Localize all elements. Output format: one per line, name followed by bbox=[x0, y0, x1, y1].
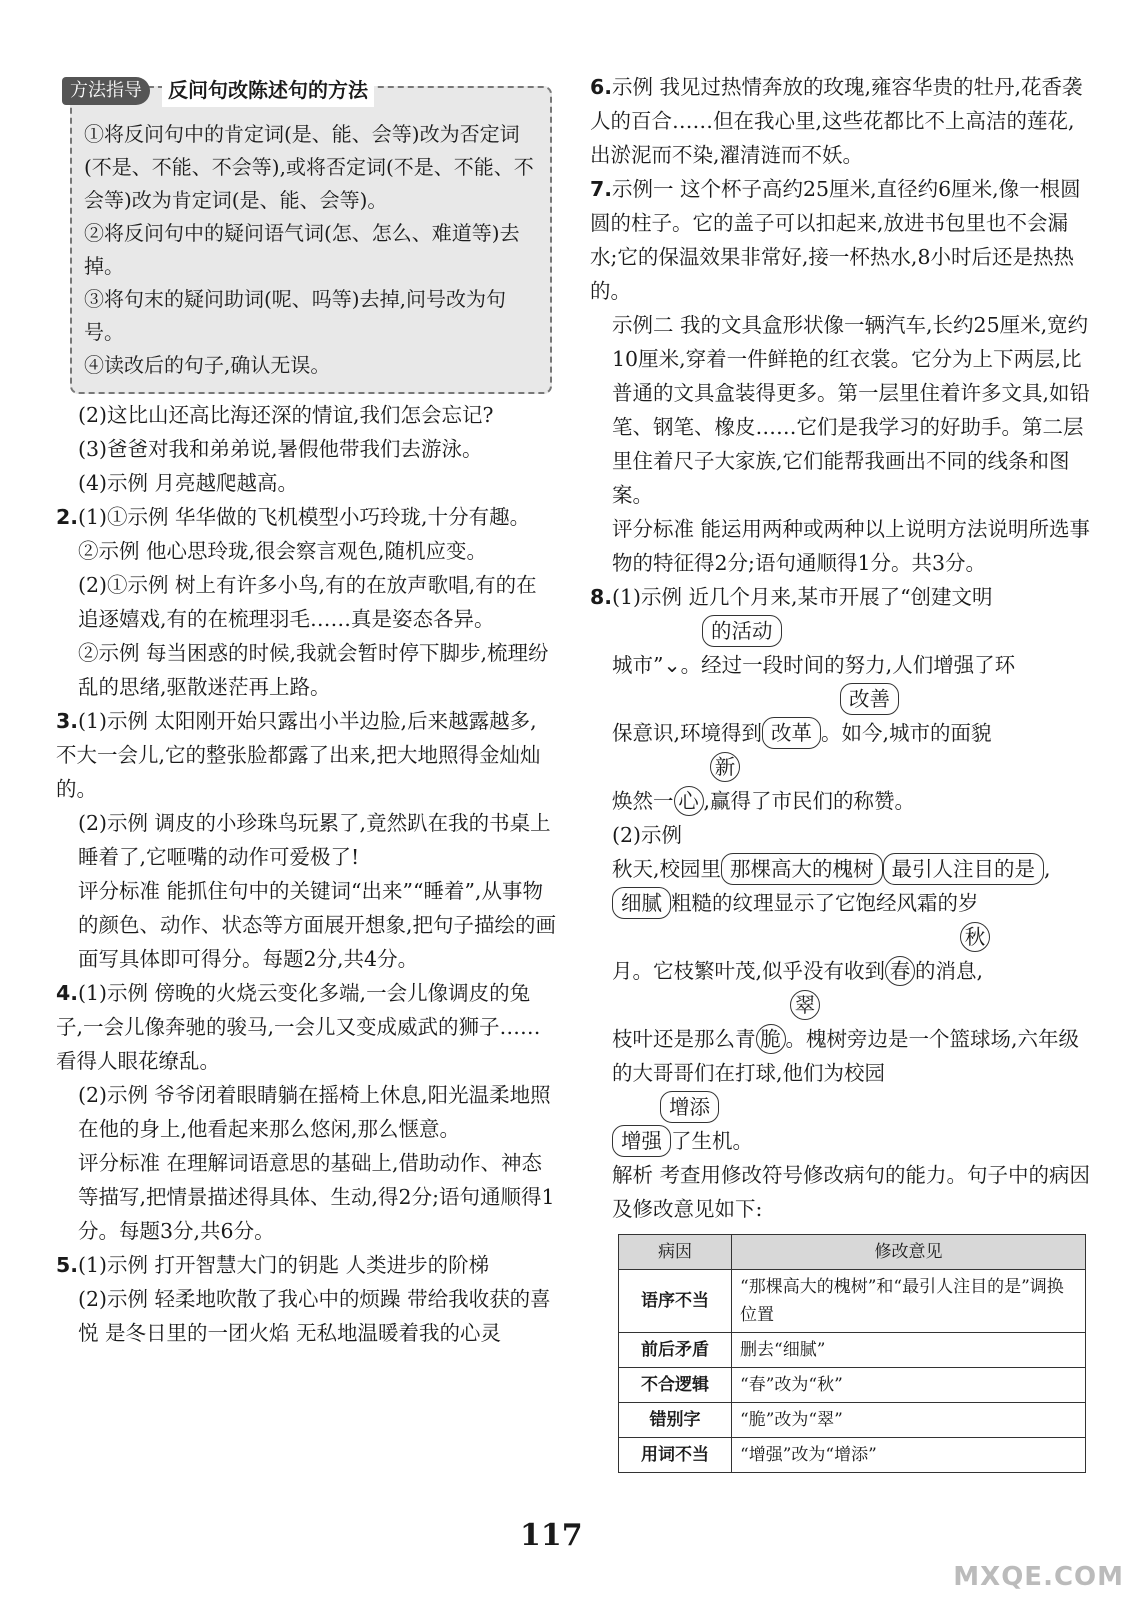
answer-5 bbox=[56, 1248, 556, 1350]
answer-text: 粗糙的纹理显示了它饱经风霜的岁 bbox=[671, 891, 979, 915]
answer-line: (1)示例 傍晚的火烧云变化多端,一会儿像调皮的兔子,一会儿像奔驰的骏马,一会儿又变成威武的狮子……看得人眼花缭乱。 bbox=[56, 981, 541, 1073]
table-cell: 语序不当 bbox=[619, 1270, 732, 1333]
wrong-word-bubble: 心 bbox=[674, 786, 704, 816]
edit-correction bbox=[590, 920, 1090, 954]
edit-line: 秋天,校园里 那棵高大的槐树 最引人注目的是 , bbox=[590, 852, 1090, 886]
answer-line: (1)示例 近几个月来,某市开展了“创建文明 bbox=[612, 585, 993, 609]
answer-label: (2)示例 bbox=[612, 823, 683, 847]
table-cell: 前后矛盾 bbox=[619, 1333, 732, 1368]
edit-correction bbox=[590, 1090, 1090, 1124]
wrong-word-bubble: 脆 bbox=[756, 1024, 786, 1054]
wrong-word-bubble: 春 bbox=[885, 956, 915, 986]
question-number: 7. bbox=[590, 177, 613, 201]
swap-bubble: 最引人注目的是 bbox=[883, 853, 1045, 885]
edit-line bbox=[590, 784, 1090, 818]
answer-line: (2)①示例 树上有许多小鸟,有的在放声歌唱,有的在追逐嬉戏,有的在梳理羽毛……真是姿态各异。 bbox=[78, 573, 537, 631]
correction-bubble: 新 bbox=[710, 752, 740, 782]
answer-line: (3)爸爸对我和弟弟说,暑假他带我们去游泳。 bbox=[78, 437, 483, 461]
table-header-row bbox=[619, 1235, 1086, 1270]
table-row bbox=[619, 1438, 1086, 1473]
watermark-logo: MXQE.COM bbox=[953, 1562, 1124, 1592]
method-guide-header bbox=[62, 74, 374, 107]
answer-text: 保意识,环境得到 bbox=[612, 721, 763, 745]
answer-text: 。如今,城市的面貌 bbox=[821, 721, 992, 745]
answer-2 bbox=[56, 500, 556, 704]
answer-line: 示例一 这个杯子高约25厘米,直径约6厘米,像一根圆圆的柱子。它的盖子可以扣起来,放进书包里也不会漏水;它的保温效果非常好,接一杯热水,8小时后还是热热的。 bbox=[590, 177, 1081, 303]
table-cell: “脆”改为“翠” bbox=[732, 1403, 1086, 1438]
table-row bbox=[619, 1270, 1086, 1333]
wrong-word-bubble: 增强 bbox=[612, 1125, 671, 1157]
answer-line: (2)示例 调皮的小珍珠鸟玩累了,竟然趴在我的书桌上睡着了,它咂嘴的动作可爱极了! bbox=[78, 811, 551, 869]
edit-line bbox=[590, 648, 1090, 682]
answer-line: 示例二 我的文具盒形状像一辆汽车,长约25厘米,宽约10厘米,穿着一件鲜艳的红衣裳。它分为上下两层,比普通的文具盒装得更多。第一层里住着许多文具,如铅笔、钢笔、橡皮……它们是我学习的好助手。第二层里住着尺子大家族,它们能帮我画出不同的线条和图案。 bbox=[612, 313, 1091, 507]
edit-correction bbox=[590, 988, 1090, 1022]
question-number: 5. bbox=[56, 1253, 79, 1277]
answer-line: (2)示例 轻柔地吹散了我心中的烦躁 带给我收获的喜悦 是冬日里的一团火焰 无私地温暖着我的心灵 bbox=[78, 1287, 551, 1345]
table-header-cell: 病因 bbox=[619, 1235, 732, 1270]
table-cell: 删去“细腻” bbox=[732, 1333, 1086, 1368]
table-cell: 不合逻辑 bbox=[619, 1368, 732, 1403]
answer-line: 示例 我见过热情奔放的玫瑰,雍容华贵的牡丹,花香袭人的百合……但在我心里,这些花都比不上高洁的莲花,出淤泥而不染,濯清涟而不妖。 bbox=[590, 75, 1083, 167]
answer-text: 。槐树旁边是一个篮球场,六年级的大哥哥们在打球,他们为校园 bbox=[612, 1027, 1080, 1085]
method-guide-tag: 方法指导 bbox=[62, 77, 150, 105]
scoring-standard: 评分标准 能运用两种或两种以上说明方法说明所选事物的特征得2分;语句通顺得1分。共3分。 bbox=[612, 517, 1091, 575]
table-cell: 错别字 bbox=[619, 1403, 732, 1438]
answer-text: 焕然一 bbox=[612, 789, 674, 813]
table-row bbox=[619, 1368, 1086, 1403]
wrong-word-bubble: 改革 bbox=[762, 717, 821, 749]
answer-text: 。经过一段时间的努力,人们增强了环 bbox=[680, 653, 1016, 677]
question-number: 8. bbox=[590, 585, 613, 609]
question-number: 4. bbox=[56, 981, 79, 1005]
left-column bbox=[56, 70, 556, 1350]
correction-bubble: 增添 bbox=[660, 1091, 719, 1123]
answer-3 bbox=[56, 704, 556, 976]
edit-line bbox=[590, 1022, 1090, 1090]
method-step: ①将反问句中的肯定词(是、能、会等)改为否定词(不是、不能、不会等),或将否定词(不是、不能、不会等)改为肯定词(是、能、会等)。 bbox=[84, 122, 534, 212]
answer-text: 月。它枝繁叶茂,似乎没有收到 bbox=[612, 959, 886, 983]
analysis-table bbox=[618, 1234, 1086, 1473]
answer-line: ②示例 每当困惑的时候,我就会暂时停下脚步,梳理纷乱的思绪,驱散迷茫再上路。 bbox=[78, 641, 549, 699]
swap-bubble: 那棵高大的槐树 bbox=[721, 853, 883, 885]
question-number: 6. bbox=[590, 75, 613, 99]
edit-correction bbox=[590, 750, 1090, 784]
answer-6 bbox=[590, 70, 1090, 172]
question-number: 3. bbox=[56, 709, 79, 733]
answer-line: (2)这比山还高比海还深的情谊,我们怎会忘记? bbox=[78, 403, 494, 427]
scoring-standard: 评分标准 在理解词语意思的基础上,借助动作、神态等描写,把情景描述得具体、生动,得2分;语句通顺得1分。每题3分,共6分。 bbox=[78, 1151, 555, 1243]
edit-line bbox=[590, 886, 1090, 920]
method-step: ②将反问句中的疑问语气词(怎、怎么、难道等)去掉。 bbox=[84, 221, 520, 278]
edit-insertion bbox=[590, 614, 1090, 648]
answer-line: (1)①示例 华华做的飞机模型小巧玲珑,十分有趣。 bbox=[78, 505, 531, 529]
answer-text: 秋天,校园里 bbox=[612, 857, 722, 881]
table-row bbox=[619, 1403, 1086, 1438]
analysis-text: 解析 考查用修改符号修改病句的能力。句子中的病因及修改意见如下: bbox=[612, 1163, 1091, 1221]
table-row bbox=[619, 1333, 1086, 1368]
correction-bubble: 翠 bbox=[790, 990, 820, 1020]
table-header-cell: 修改意见 bbox=[732, 1235, 1086, 1270]
scoring-standard: 评分标准 能抓住句中的关键词“出来”“睡着”,从事物的颜色、动作、状态等方面展开想象,把句子描绘的画面写具体即可得分。每题2分,共4分。 bbox=[78, 879, 557, 971]
method-guide-title: 反问句改陈述句的方法 bbox=[162, 74, 374, 107]
answer-text: 的消息, bbox=[915, 959, 984, 983]
answer-line: (1)示例 打开智慧大门的钥匙 人类进步的阶梯 bbox=[78, 1253, 490, 1277]
answer-text: 枝叶还是那么青 bbox=[612, 1027, 756, 1051]
method-step: ④读改后的句子,确认无误。 bbox=[84, 353, 331, 377]
edit-line bbox=[590, 716, 1090, 750]
answer-text: 城市” bbox=[612, 653, 664, 677]
answer-text: ,赢得了市民们的称赞。 bbox=[703, 789, 916, 813]
table-cell: “那棵高大的槐树”和“最引人注目的是”调换位置 bbox=[732, 1270, 1086, 1333]
correction-bubble: 改善 bbox=[840, 683, 899, 715]
table-cell: “春”改为“秋” bbox=[732, 1368, 1086, 1403]
table-cell: 用词不当 bbox=[619, 1438, 732, 1473]
right-column bbox=[590, 70, 1090, 1473]
answer-7 bbox=[590, 172, 1090, 580]
delete-bubble: 细腻 bbox=[612, 887, 671, 919]
method-step: ③将句末的疑问助词(呢、吗等)去掉,问号改为句号。 bbox=[84, 287, 506, 344]
answer-line: (2)示例 爷爷闭着眼睛躺在摇椅上休息,阳光温柔地照在他的身上,他看起来那么悠闲,那么惬意。 bbox=[78, 1083, 551, 1141]
answer-line: (1)示例 太阳刚开始只露出小半边脸,后来越露越多,不大一会儿,它的整张脸都露了出来,把大地照得金灿灿的。 bbox=[56, 709, 541, 801]
answer-text: 了生机。 bbox=[671, 1129, 753, 1153]
edit-line bbox=[590, 954, 1090, 988]
inserted-text-bubble: 的活动 bbox=[702, 615, 782, 647]
table-cell: “增强”改为“增添” bbox=[732, 1438, 1086, 1473]
page-number: 117 bbox=[520, 1518, 583, 1553]
answer-line: ②示例 他心思玲珑,很会察言观色,随机应变。 bbox=[78, 539, 488, 563]
answer-line: (4)示例 月亮越爬越高。 bbox=[78, 471, 299, 495]
answer-8 bbox=[590, 580, 1090, 1473]
correction-bubble: 秋 bbox=[960, 922, 990, 952]
answer-4 bbox=[56, 976, 556, 1248]
insert-mark: ⌄ bbox=[663, 653, 681, 677]
question-number: 2. bbox=[56, 505, 79, 529]
edit-correction bbox=[590, 682, 1090, 716]
edit-line bbox=[590, 1124, 1090, 1158]
method-guide-box bbox=[70, 78, 552, 394]
answer-1-rest bbox=[56, 398, 556, 500]
